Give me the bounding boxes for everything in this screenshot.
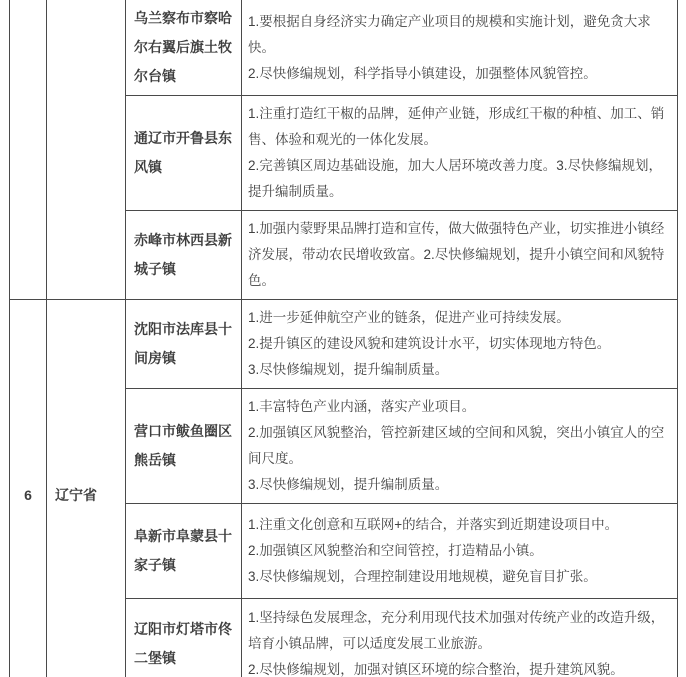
comment-paragraph: 1.注重打造红干椒的品牌，延伸产业链，形成红干椒的种植、加工、销售、体验和观光的一体化发展。 [248,106,665,147]
town-cell: 营口市鲅鱼圈区熊岳镇 [126,389,242,504]
town-cell: 乌兰察布市察哈尔右翼后旗土牧尔台镇 [126,0,242,96]
serial-cell: 6 [10,300,47,677]
comment-paragraph: 1.坚持绿色发展理念，充分利用现代技术加强对传统产业的改造升级，培育小镇品牌，可以适度发展工业旅游。 [248,610,665,652]
comment-paragraph: 3.尽快修编规划，提升编制质量。 [248,477,449,492]
comments-cell [242,300,678,389]
comment-paragraph: 2.加强镇区风貌整治，管控新建区域的空间和风貌，突出小镇宜人的空间尺度。 [248,425,665,466]
comments-cell [242,599,678,677]
comment-paragraph: 1.进一步延伸航空产业的链条，促进产业可持续发展。 [248,310,570,325]
comment-paragraph: 2.加强镇区风貌整治和空间管控，打造精品小镇。 [248,543,543,558]
serial-cell-empty [10,0,47,300]
table-row [10,300,678,389]
comment-paragraph: 3.尽快修编规划，提升编制质量。 [248,362,449,377]
province-cell-empty [47,0,126,300]
table-row [10,0,678,96]
comment-paragraph: 2.尽快修编规划，加强对镇区环境的综合整治，提升建筑风貌。 [248,662,624,677]
comment-paragraph: 2.完善镇区周边基础设施，加大人居环境改善力度。3.尽快修编规划，提升编制质量。 [248,158,663,199]
comment-paragraph: 1.加强内蒙野果品牌打造和宣传，做大做强特色产业，切实推进小镇经济发展，带动农民增收致富。2.尽快修编规划，提升小镇空间和风貌特色。 [248,221,665,288]
comments-cell [242,389,678,504]
comments-cell [242,504,678,599]
comment-paragraph: 1.丰富特色产业内涵，落实产业项目。 [248,399,476,414]
comments-cell [242,96,678,211]
town-cell: 辽阳市灯塔市佟二堡镇 [126,599,242,677]
province-cell: 辽宁省 [47,300,126,677]
town-cell: 赤峰市林西县新城子镇 [126,211,242,300]
town-cell: 阜新市阜蒙县十家子镇 [126,504,242,599]
comment-paragraph: 2.尽快修编规划，科学指导小镇建设，加强整体风貌管控。 [248,65,597,81]
comments-cell [242,211,678,300]
comment-paragraph: 2.提升镇区的建设风貌和建筑设计水平，切实体现地方特色。 [248,336,611,351]
town-cell: 通辽市开鲁县东风镇 [126,96,242,211]
comment-paragraph: 1.要根据自身经济实力确定产业项目的规模和实施计划，避免贪大求快。 [248,13,651,55]
comments-cell [242,0,678,96]
town-review-table [9,0,678,677]
comment-paragraph: 3.尽快修编规划，合理控制建设用地规模，避免盲目扩张。 [248,569,597,584]
town-cell: 沈阳市法库县十间房镇 [126,300,242,389]
comment-paragraph: 1.注重文化创意和互联网+的结合，并落实到近期建设项目中。 [248,517,619,532]
